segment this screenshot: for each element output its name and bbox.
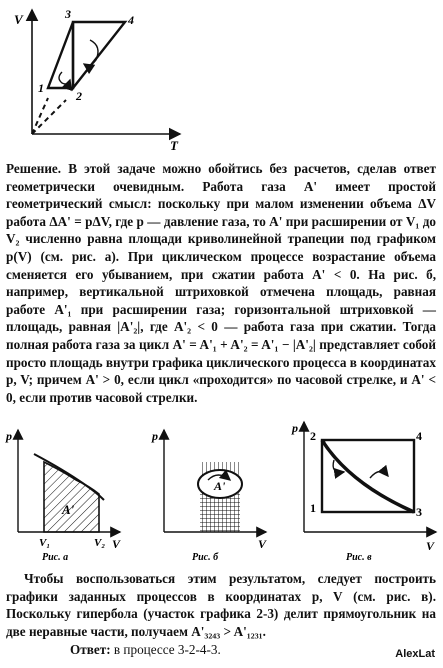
svg-text:V₂: V₂ <box>94 537 106 549</box>
watermark: AlexLat <box>395 648 435 660</box>
svg-text:2: 2 <box>310 429 316 443</box>
caption-b: Рис. б <box>192 552 219 562</box>
svg-text:A': A' <box>62 502 75 517</box>
point-1-label: 1 <box>38 81 44 95</box>
point-4-label: 4 <box>128 13 134 27</box>
solution-lead: Решение. <box>6 161 62 176</box>
figure-b <box>150 422 270 562</box>
svg-text:V: V <box>112 537 121 551</box>
svg-text:p: p <box>292 421 298 435</box>
svg-text:3: 3 <box>416 505 422 519</box>
svg-text:p: p <box>152 429 158 443</box>
process-triangle-234 <box>73 22 125 88</box>
v-axis-label: V <box>14 12 23 27</box>
caption-a: Рис. а <box>42 552 69 562</box>
point-2-label: 2 <box>76 89 82 103</box>
top-vt-diagram <box>0 0 200 160</box>
svg-text:V₁: V₁ <box>39 537 51 549</box>
cycle-rectangle <box>322 440 414 512</box>
svg-text:V: V <box>258 537 267 551</box>
figure-a <box>4 422 124 562</box>
solution-text: В этой задаче можно обойтись без расчетов, сделав ответ геометрически очевидным. Работа газа A' имеет простой геометрический смысл: поскольку при малом изменении объема ΔV работа ΔA' = pΔV, где p — давление газа, то A' при расширении от V₁ до V₂ численно равна площади криволинейной трапеции под графиком p(V) (см. рис. а). При циклическом процессе возрастание объема сменяется его убыванием, при сжатии работа A' < 0. На рис. б, например, вертикальной штриховкой отмечена площадь, равная работе A'₁ при расширении газа; горизонтальной штриховкой — площадь, равная |A'₂|, где A'₂ < 0 — работа газа при сжатии. Тогда полная работа газа за цикл A' = A'₁ + A'₂ = A'₁ − |A'₂| представляет собой просто площадь внутри графика циклического процесса в координатах p, V; причем A' > 0, если цикл «проходится» по часовой стрелке, и A' < 0, если против часовой стрелки. <box>6 161 437 405</box>
conclusion-paragraph: Чтобы воспользоваться этим результатом, следует построить графики заданных процессов в координатах p, V (см. рис. в). Поскольку гипербола (участок графика 2-3) делит прямоугольник на две неравные части, получаем A'₃₂₄₃ > A'₁₂₃₁. <box>6 571 436 639</box>
svg-text:1: 1 <box>310 501 316 515</box>
solution-paragraph <box>6 160 436 406</box>
work-area-a <box>44 462 99 532</box>
answer-text: в процессе 3-2-4-3. <box>113 642 221 657</box>
svg-text:4: 4 <box>416 429 422 443</box>
caption-c: Рис. в <box>346 552 372 563</box>
hyperbola-2-3 <box>322 440 414 512</box>
process-triangle-123 <box>48 22 73 88</box>
svg-text:p: p <box>6 429 12 443</box>
svg-text:A': A' <box>214 479 226 493</box>
figure-c <box>290 414 440 564</box>
answer-line <box>70 642 221 658</box>
answer-label: Ответ: <box>70 642 111 657</box>
point-3-label: 3 <box>65 7 71 21</box>
t-axis-label: T <box>170 138 178 153</box>
svg-text:V: V <box>426 539 435 553</box>
